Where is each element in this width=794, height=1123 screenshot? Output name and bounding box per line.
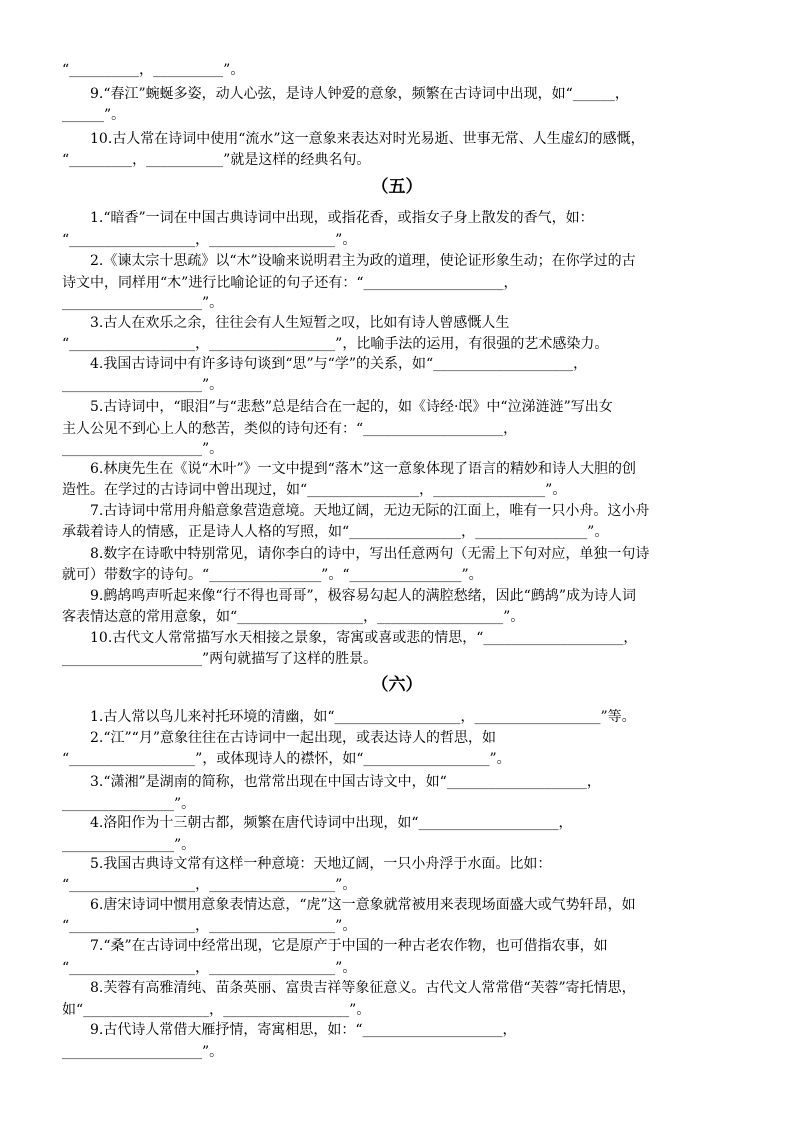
question-text: 9.“春江”蜿蜒多姿，动人心弦，是诗人钟爱的意象，频繁在古诗词中出现，如“______， [90, 86, 629, 102]
section-heading: （六） [371, 675, 423, 695]
answer-line: “__________，__________”。 [62, 62, 245, 78]
question-text: 10.古代文人常常描写水天相接之景象，寄寓或喜或悲的情思，“____________________， [90, 630, 638, 646]
answer-line: ____________________”。 [62, 441, 224, 457]
answer-line: ________________”。 [62, 796, 196, 812]
question-text: 1.古人常以鸟儿来衬托环境的清幽，如“__________________，__________________”等。 [90, 709, 636, 725]
answer-line: ______”。 [62, 107, 126, 123]
question-text: 3.“潇湘”是湖南的简称，也常常出现在中国古诗文中，如“____________________， [90, 774, 601, 790]
question-text: 3.古人在欢乐之余，往往会有人生短暂之叹，比如有诗人曾感慨人生 [90, 315, 510, 331]
question-text: 6.林庚先生在《说“木叶”》一文中提到“落木”这一意象体现了语言的精妙和诗人大胆的创 [90, 461, 636, 477]
question-text: 承载着诗人的情感，正是诗人人格的写照，如“________________，________________”。 [62, 524, 609, 540]
question-text: “__________________，__________________”，比喻手法的运用，有很强的艺术感染力。 [62, 336, 609, 352]
section-heading: （五） [371, 177, 423, 197]
question-text: 就可）带数字的诗句。“________________”。“________________”。 [62, 567, 483, 583]
answer-line: ____________________”两句就描写了这样的胜景。 [62, 651, 378, 667]
question-text: 4.我国古诗词中有许多诗句谈到“思”与“学”的关系，如“____________________， [90, 356, 588, 372]
answer-line: “__________________，__________________”。 [62, 960, 357, 976]
question-text: 诗文中，同样用“木”进行比喻论证的句子还有：“____________________， [62, 275, 518, 291]
answer-line: “_________，___________”就是这样的经典名句。 [62, 152, 371, 168]
answer-line: ____________________”。 [62, 1044, 224, 1060]
question-text: 5.古诗词中，“眼泪”与“悲愁”总是结合在一起的，如《诗经·氓》中“泣涕涟涟”写出女 [90, 399, 613, 415]
question-text: 2.《谏太宗十思疏》以“木”设喻来说明君主为政的道理，使论证形象生动；在你学过的古 [90, 253, 636, 269]
question-text: 4.洛阳作为十三朝古都，频繁在唐代诗词中出现，如“____________________， [90, 815, 573, 831]
question-text: 9.古代诗人常借大雁抒情，寄寓相思，如：“____________________， [90, 1022, 517, 1038]
question-text: 5.我国古典诗文常有这样一种意境：天地辽阔，一只小舟浮于水面。比如： [90, 856, 552, 872]
answer-line: ____________________”。 [62, 377, 224, 393]
question-text: 9.鹧鸪鸣声听起来像“行不得也哥哥”，极容易勾起人的满腔愁绪，因此“鹧鸪”成为诗人词 [90, 588, 636, 604]
question-text: 10.古人常在诗词中使用“流水”这一意象来表达对时光易逝、世事无常、人生虚幻的感慨， [90, 131, 645, 147]
question-text: 2.“江”“月”意象往往在古诗词中一起出现，或表达诗人的哲思，如 [90, 730, 496, 746]
question-text: 7.“桑”在古诗词中经常出现，它是原产于中国的一种古老农作物，也可借指农事，如 [90, 938, 608, 954]
answer-line: “__________________，__________________”。 [62, 232, 357, 248]
question-text: 8.芙蓉有高雅清纯、苗条英丽、富贵吉祥等象征意义。古代文人常常借“芙蓉”寄托情思， [90, 980, 636, 996]
answer-line: “__________________，__________________”。 [62, 877, 357, 893]
question-text: 客表情达意的常用意象，如“__________________，__________________”。 [62, 609, 525, 625]
question-text: 造性。在学过的古诗词中曾出现过，如“________________，________________”。 [62, 482, 567, 498]
answer-line: 如“__________________，__________________”。 [62, 1002, 371, 1018]
answer-line: “__________________，__________________”。 [62, 918, 357, 934]
answer-line: “__________________”，或体现诗人的襟怀，如“__________________”。 [62, 751, 511, 767]
question-text: 7.古诗词中常用舟船意象营造意境。天地辽阔，无边无际的江面上，唯有一只小舟。这小舟 [90, 503, 650, 519]
question-text: 1.“暗香”一词在中国古典诗词中出现，或指花香，或指女子身上散发的香气，如： [90, 210, 594, 226]
question-text: 8.数字在诗歌中特别常见，请你李白的诗中，写出任意两句（无需上下句对应，单独一句诗 [90, 546, 650, 562]
answer-line: ____________________”。 [62, 295, 224, 311]
question-text: 主人公见不到心上人的愁苦，类似的诗句还有：“____________________， [62, 421, 518, 437]
answer-line: ________________”。 [62, 837, 196, 853]
question-text: 6.唐宋诗词中惯用意象表情达意，“虎”这一意象就常被用来表现场面盛大或气势轩昂，如 [90, 897, 636, 913]
